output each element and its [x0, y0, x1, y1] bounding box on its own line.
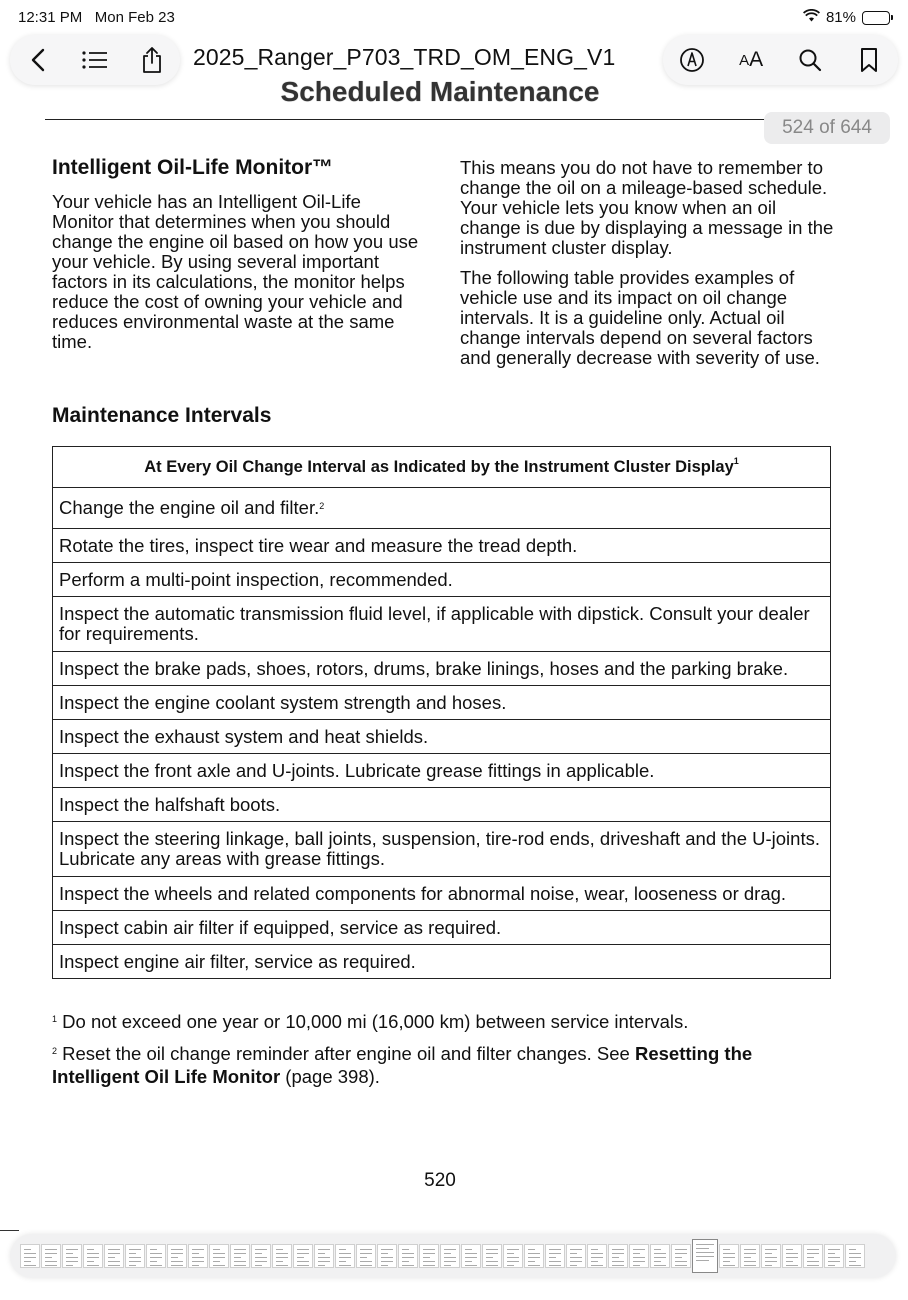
- page-thumbnail[interactable]: [125, 1244, 145, 1268]
- battery-percent: 81%: [825, 9, 856, 26]
- table-row: [53, 754, 831, 788]
- page-thumbnail[interactable]: [167, 1244, 187, 1268]
- table-cell-text: Inspect the automatic transmission fluid level, if applicable with dipstick. Consult your dealer for requirements.: [59, 603, 810, 644]
- share-icon[interactable]: [132, 40, 172, 80]
- table-header: [53, 447, 831, 488]
- bookmark-icon[interactable]: [849, 40, 889, 80]
- page-thumbnail[interactable]: [146, 1244, 166, 1268]
- table-cell-text: Inspect cabin air filter if equipped, service as required.: [59, 916, 502, 938]
- right-paragraph-2: The following table provides examples of vehicle use and its impact on oil change intervals. It is a guideline only. Actual oil change intervals depend on several factors and generally decrease with severity of use.: [460, 267, 820, 368]
- page-thumbnail[interactable]: [377, 1244, 397, 1268]
- page-thumbnail[interactable]: [335, 1244, 355, 1268]
- back-chevron-icon[interactable]: [18, 40, 58, 80]
- page-thumbnail[interactable]: [356, 1244, 376, 1268]
- left-edge-mark: [0, 1230, 19, 1231]
- table-row: [53, 597, 831, 652]
- table-cell: [53, 686, 831, 720]
- table-cell-text: Inspect the wheels and related components for abnormal noise, wear, looseness or drag.: [59, 882, 787, 904]
- table-header-sup: 1: [733, 455, 739, 466]
- page-thumbnail[interactable]: [440, 1244, 460, 1268]
- table-row: [53, 488, 831, 529]
- table-cell-text: Inspect the front axle and U-joints. Lubricate grease fittings in applicable.: [59, 759, 655, 781]
- page-thumbnail[interactable]: [230, 1244, 250, 1268]
- right-paragraph-1: This means you do not have to remember to change the oil on a mileage-based schedule. Your vehicle lets you know when an oil change is due by displaying a message in the instrument cluster display.: [460, 157, 834, 258]
- page-thumbnail[interactable]: [545, 1244, 565, 1268]
- table-cell: [53, 488, 831, 529]
- table-cell: [53, 652, 831, 686]
- table-row: [53, 822, 831, 877]
- page-thumbnail[interactable]: [41, 1244, 61, 1268]
- page-thumbnail[interactable]: [62, 1244, 82, 1268]
- text-size-button[interactable]: A A: [739, 48, 764, 71]
- table-cell-text: Inspect the engine coolant system strength and hoses.: [59, 691, 507, 713]
- page-thumbnail[interactable]: [566, 1244, 586, 1268]
- table-row: [53, 652, 831, 686]
- table-cell-text: Change the engine oil and filter.: [59, 497, 320, 518]
- page-number: 520: [424, 1170, 456, 1191]
- footnote-2-suffix: (page 398).: [280, 1066, 380, 1087]
- search-icon[interactable]: [790, 40, 830, 80]
- header-rule: [45, 119, 765, 120]
- table-row: [53, 911, 831, 945]
- page-thumbnail[interactable]: [845, 1244, 865, 1268]
- page-thumbnail[interactable]: [608, 1244, 628, 1268]
- page-thumbnail[interactable]: [188, 1244, 208, 1268]
- status-time: [18, 9, 175, 26]
- table-cell: [53, 720, 831, 754]
- status-clock: 12:31 PM: [18, 9, 83, 26]
- page-thumbnail[interactable]: [20, 1244, 40, 1268]
- footnote-1: [52, 1010, 832, 1033]
- oil-life-heading: Intelligent Oil-Life Monitor™: [52, 156, 334, 179]
- page-thumbnail[interactable]: [587, 1244, 607, 1268]
- page-thumbnail[interactable]: [629, 1244, 649, 1268]
- table-row: [53, 720, 831, 754]
- page-thumbnail[interactable]: [104, 1244, 124, 1268]
- table-header-row: [53, 447, 831, 488]
- table-header-text: At Every Oil Change Interval as Indicated by the Instrument Cluster Display: [144, 457, 734, 476]
- page-thumbnail[interactable]: [419, 1244, 439, 1268]
- table-cell: [53, 911, 831, 945]
- table-cell: [53, 945, 831, 979]
- page-thumbnail[interactable]: [761, 1244, 781, 1268]
- table-cell: [53, 822, 831, 877]
- page-thumbnail[interactable]: [524, 1244, 544, 1268]
- table-cell-sup: 2: [319, 501, 325, 511]
- table-cell: [53, 754, 831, 788]
- table-cell-text: Inspect the steering linkage, ball joints, suspension, tire-rod ends, driveshaft and the U-joints. Lubricate any areas with grease fittings.: [59, 828, 820, 869]
- page-thumbnail[interactable]: [782, 1244, 802, 1268]
- page-thumbnail[interactable]: [209, 1244, 229, 1268]
- table-cell-text: Rotate the tires, inspect tire wear and measure the tread depth.: [59, 534, 578, 556]
- page-thumbnail[interactable]: [803, 1244, 823, 1268]
- page-thumbnail[interactable]: [461, 1244, 481, 1268]
- page-thumbnail[interactable]: [251, 1244, 271, 1268]
- table-cell: [53, 877, 831, 911]
- table-row: [53, 945, 831, 979]
- page-indicator: 524 of 644: [764, 112, 890, 144]
- footnote-1-mark: 1: [52, 1014, 58, 1024]
- page-thumbnail[interactable]: [398, 1244, 418, 1268]
- table-body: [53, 488, 831, 979]
- status-right: [803, 9, 890, 26]
- table-cell-text: Inspect the halfshaft boots.: [59, 793, 281, 815]
- footnote-2-link[interactable]: Resetting the Intelligent Oil Life Monitor: [52, 1043, 753, 1087]
- page-thumbnail[interactable]: [824, 1244, 844, 1268]
- page-thumbnail[interactable]: [293, 1244, 313, 1268]
- page-thumbnail[interactable]: [482, 1244, 502, 1268]
- table-cell: [53, 563, 831, 597]
- table-cell: [53, 529, 831, 563]
- table-cell-text: Inspect the exhaust system and heat shields.: [59, 725, 429, 747]
- left-column: [52, 158, 427, 362]
- table-cell-text: Perform a multi-point inspection, recommended.: [59, 568, 453, 590]
- oil-life-paragraph: Your vehicle has an Intelligent Oil-Life Monitor that determines when you should change the engine oil based on how you use your vehicle. By using several important factors in its calculations, the monitor helps reduce the cost of owning your vehicle and reduces environmental waste at the same time.: [52, 191, 419, 352]
- wifi-icon: [803, 9, 820, 26]
- table-row: [53, 877, 831, 911]
- footnote-2-mark: 2: [52, 1046, 58, 1056]
- table-row: [53, 788, 831, 822]
- page-thumbnail[interactable]: [503, 1244, 523, 1268]
- table-cell-text: Inspect the brake pads, shoes, rotors, drums, brake linings, hoses and the parking brake.: [59, 657, 789, 679]
- page-thumbnail[interactable]: [314, 1244, 334, 1268]
- page-thumbnail[interactable]: [272, 1244, 292, 1268]
- page-thumbnail[interactable]: [650, 1244, 670, 1268]
- maintenance-table: [52, 446, 831, 979]
- page-thumbnail[interactable]: [719, 1244, 739, 1268]
- right-column: [460, 158, 835, 378]
- page-thumbnail[interactable]: [671, 1244, 691, 1268]
- footnote-2: [52, 1042, 832, 1088]
- status-date: Mon Feb 23: [94, 9, 175, 26]
- current-page-thumbnail[interactable]: [692, 1239, 718, 1273]
- document-title: 2025_Ranger_P703_TRD_OM_ENG_V1: [193, 44, 616, 70]
- page-thumbnail[interactable]: [740, 1244, 760, 1268]
- footnote-1-text: Do not exceed one year or 10,000 mi (16,000 km) between service intervals.: [62, 1011, 689, 1032]
- table-cell-text: Inspect engine air filter, service as required.: [59, 950, 416, 972]
- page-header-title: Scheduled Maintenance: [280, 76, 600, 107]
- table-row: [53, 529, 831, 563]
- table-cell: [53, 597, 831, 652]
- table-cell: [53, 788, 831, 822]
- page-thumbnail[interactable]: [83, 1244, 103, 1268]
- status-bar: [0, 0, 908, 34]
- battery-icon: [862, 11, 890, 25]
- table-row: [53, 563, 831, 597]
- table-row: [53, 686, 831, 720]
- markup-pen-icon[interactable]: [672, 40, 712, 80]
- outline-list-icon[interactable]: [75, 40, 115, 80]
- footnote-2-text: Reset the oil change reminder after engine oil and filter changes. See: [62, 1043, 635, 1064]
- thumbnail-strip[interactable]: [10, 1234, 896, 1278]
- maintenance-intervals-heading: Maintenance Intervals: [52, 404, 272, 427]
